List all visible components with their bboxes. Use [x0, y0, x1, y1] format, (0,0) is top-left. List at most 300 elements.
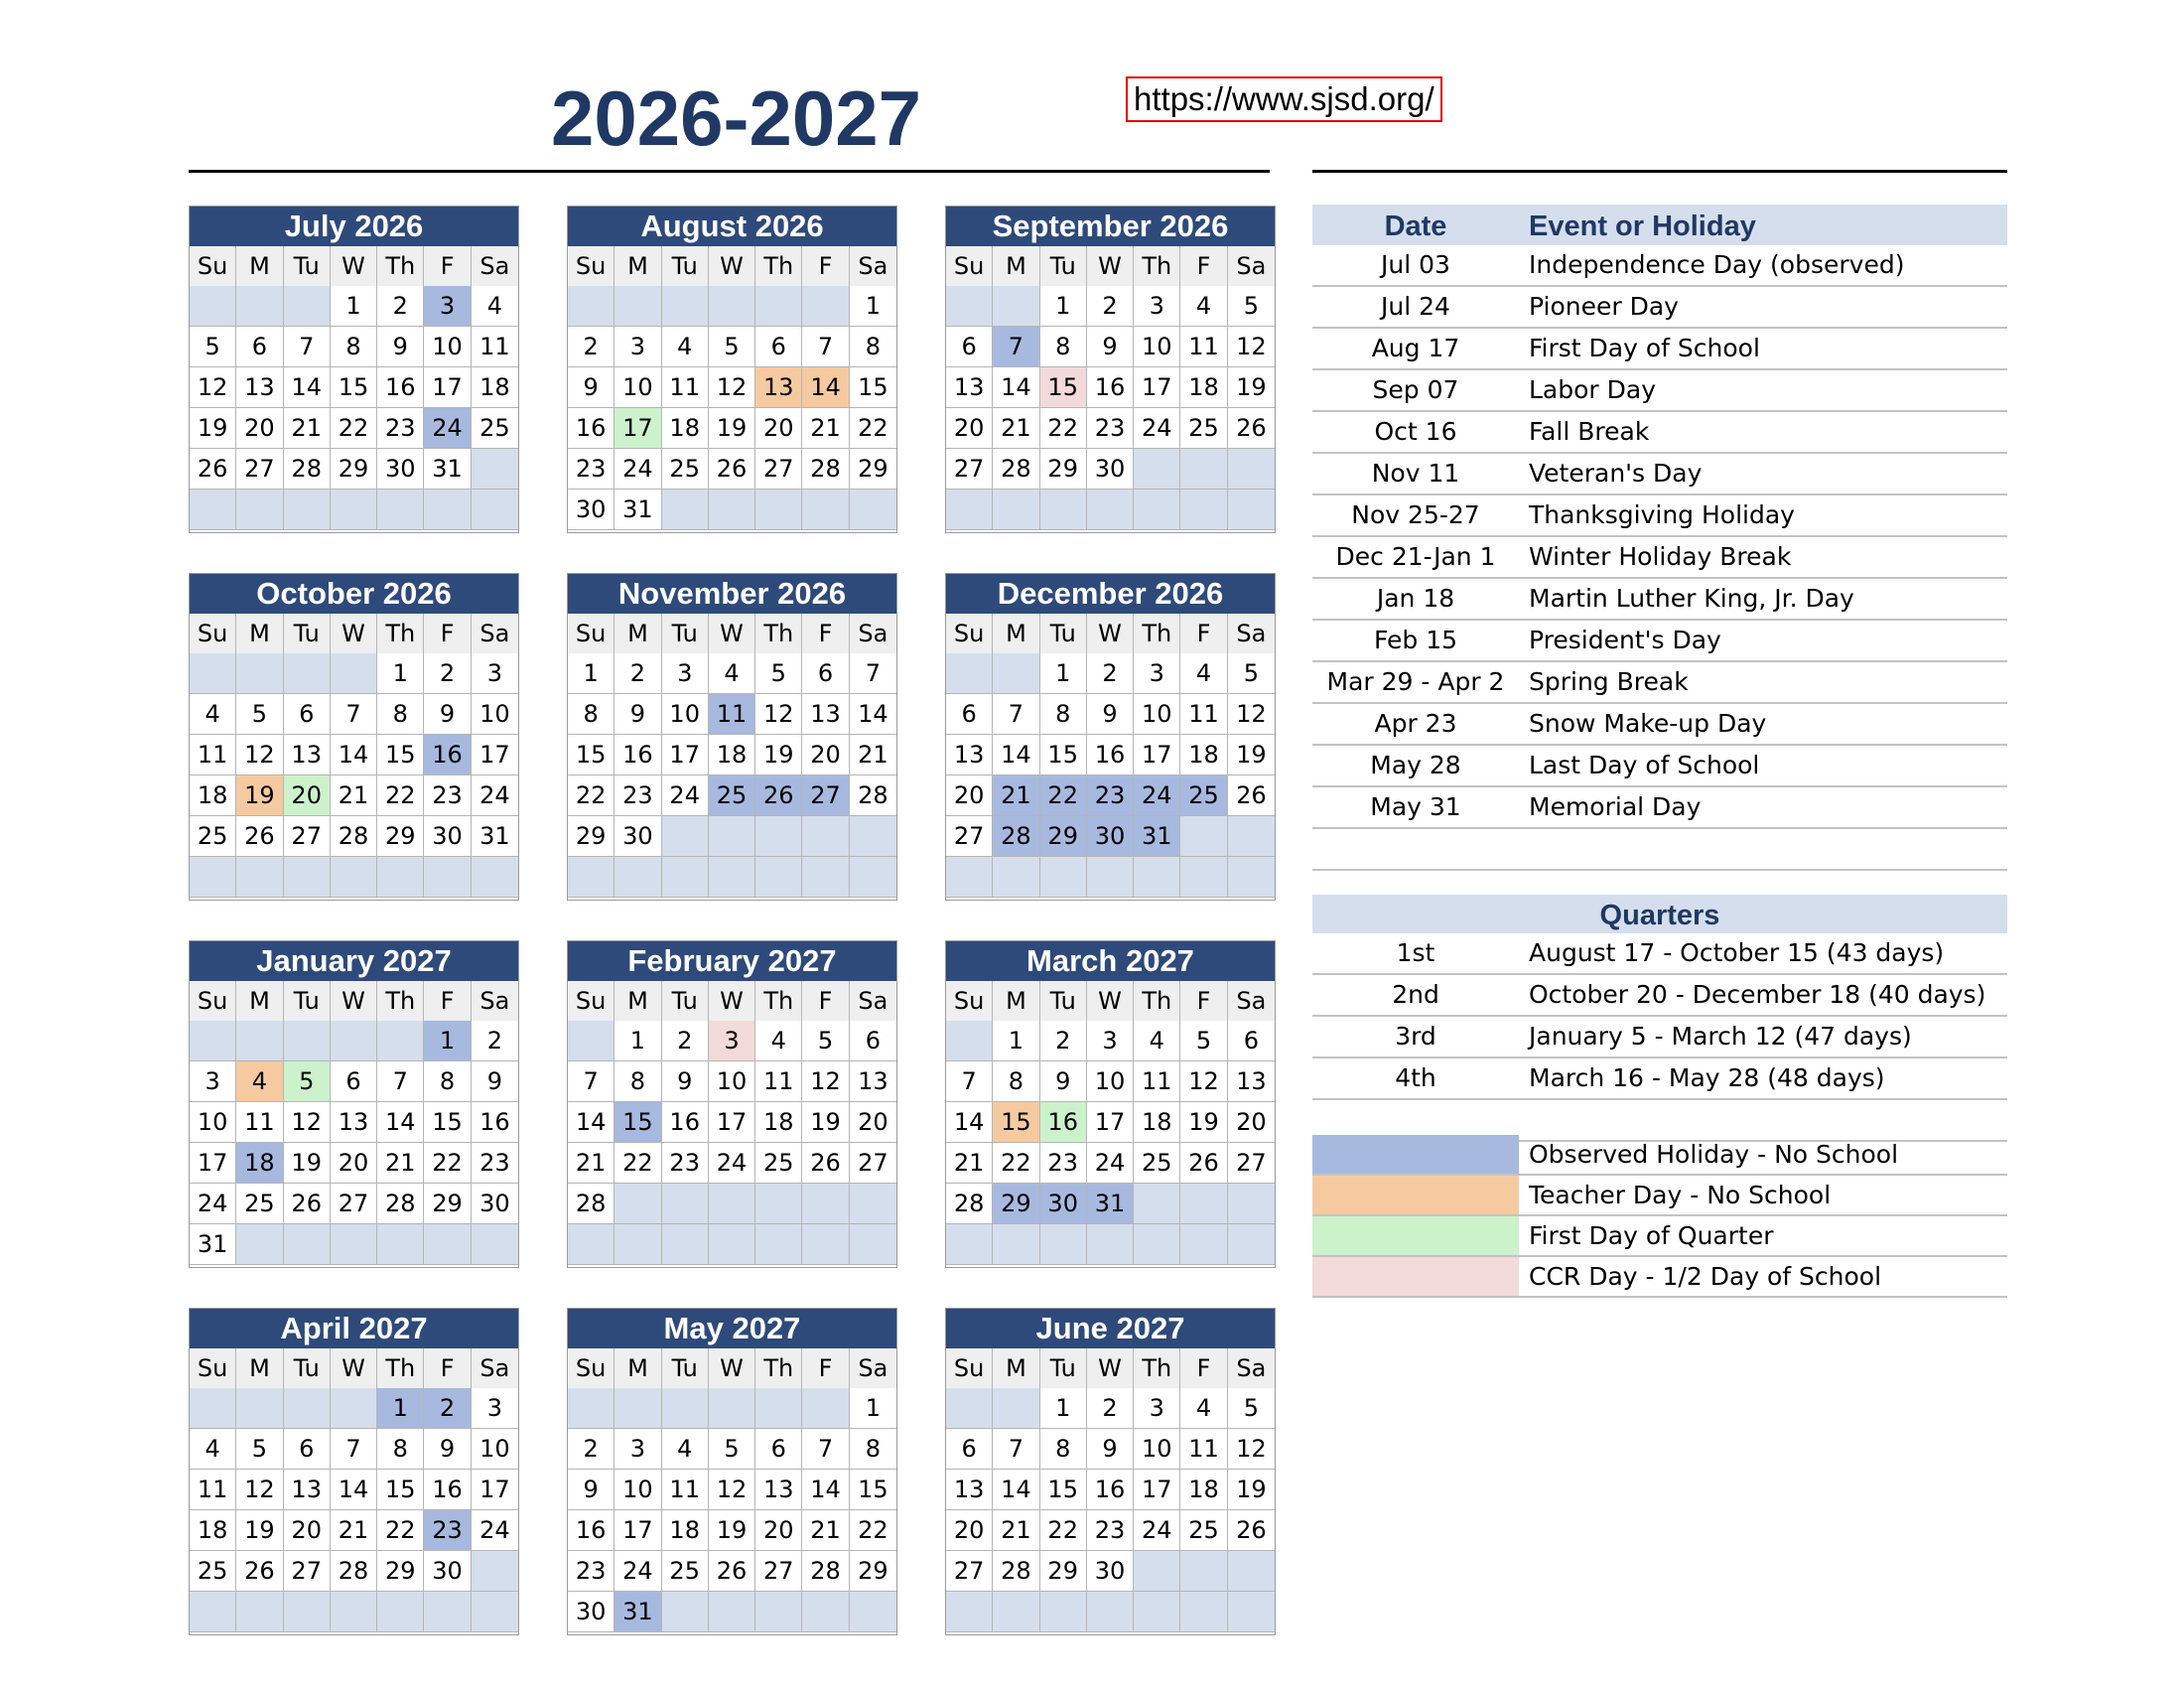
event-name: Martin Luther King, Jr. Day [1529, 584, 1854, 613]
empty-day-cell [1134, 449, 1180, 490]
day-cell: 8 [377, 1429, 424, 1470]
day-cell: 2 [1087, 1388, 1134, 1429]
weekday-label: Su [568, 246, 614, 287]
empty-day-cell [331, 653, 377, 694]
day-cell: 15 [377, 735, 424, 775]
day-cell: 6 [1228, 1021, 1275, 1061]
day-cell: 27 [946, 816, 993, 857]
empty-day-cell [755, 286, 802, 327]
day-cell: 3 [662, 653, 709, 694]
day-cell: 17 [472, 1470, 518, 1510]
day-cell: 8 [614, 1061, 661, 1102]
day-cell: 10 [614, 1470, 661, 1510]
day-cell: 13 [331, 1102, 377, 1143]
page-title: 2026-2027 [551, 74, 922, 162]
day-cell: 7 [377, 1061, 424, 1102]
day-cell: 13 [755, 1470, 802, 1510]
day-cell: 5 [284, 1061, 331, 1102]
day-cell: 1 [850, 286, 896, 327]
empty-day-cell [614, 286, 661, 327]
empty-day-cell [802, 1388, 849, 1429]
day-cell: 27 [1228, 1143, 1275, 1184]
empty-day-cell [236, 286, 283, 327]
empty-day-cell [472, 490, 518, 530]
empty-day-cell [662, 1224, 709, 1265]
weekday-label: W [1087, 246, 1134, 287]
month-title: July 2026 [190, 207, 518, 246]
day-cell: 15 [1040, 735, 1087, 775]
empty-day-cell [1040, 490, 1087, 530]
day-cell: 17 [1134, 367, 1180, 408]
day-cell: 17 [424, 367, 471, 408]
day-cell: 14 [946, 1102, 993, 1143]
day-cell: 13 [946, 367, 993, 408]
event-date: May 31 [1370, 792, 1461, 821]
day-cell: 28 [331, 1551, 377, 1592]
day-cell: 6 [331, 1061, 377, 1102]
weekday-label: F [424, 1348, 471, 1389]
empty-day-cell [1134, 857, 1180, 898]
quarter-row [1312, 1058, 2007, 1100]
quarter-range: January 5 - March 12 (47 days) [1529, 1022, 1912, 1051]
day-cell: 25 [1180, 1510, 1227, 1551]
event-row [1312, 579, 2007, 621]
weekday-label: Tu [662, 246, 709, 287]
day-cell: 20 [1228, 1102, 1275, 1143]
weekday-label: W [1087, 981, 1134, 1022]
day-cell: 5 [1228, 653, 1275, 694]
weekday-label: Th [755, 981, 802, 1022]
empty-day-cell [1180, 1551, 1227, 1592]
day-cell: 5 [1228, 286, 1275, 327]
event-date: May 28 [1370, 751, 1461, 779]
weekday-label: W [331, 246, 377, 287]
empty-day-cell [284, 286, 331, 327]
day-cell: 1 [424, 1021, 471, 1061]
empty-day-cell [1087, 490, 1134, 530]
day-cell: 10 [424, 327, 471, 367]
day-cell: 31 [424, 449, 471, 490]
day-grid [946, 653, 1275, 898]
day-cell: 12 [1228, 694, 1275, 735]
month-calendar [189, 206, 519, 533]
empty-day-cell [1180, 816, 1227, 857]
empty-day-cell [802, 1224, 849, 1265]
day-cell: 16 [424, 1470, 471, 1510]
day-cell: 26 [755, 775, 802, 816]
day-cell: 9 [614, 694, 661, 735]
event-date: Jul 03 [1381, 250, 1450, 279]
legend-row [1312, 1135, 2007, 1176]
weekday-label: Sa [472, 246, 518, 287]
weekday-header-row [190, 1348, 518, 1388]
weekday-label: W [331, 981, 377, 1022]
month-title: January 2027 [190, 941, 518, 981]
day-cell: 15 [1040, 367, 1087, 408]
day-cell: 8 [850, 1429, 896, 1470]
day-cell: 9 [377, 327, 424, 367]
empty-day-cell [1180, 490, 1227, 530]
empty-day-cell [472, 449, 518, 490]
empty-day-cell [1087, 1592, 1134, 1632]
empty-day-cell [850, 1224, 896, 1265]
day-cell: 17 [472, 735, 518, 775]
day-cell: 16 [472, 1102, 518, 1143]
weekday-label: F [802, 246, 849, 287]
empty-day-cell [755, 1592, 802, 1632]
quarter-row [1312, 1017, 2007, 1058]
day-cell: 24 [1134, 1510, 1180, 1551]
day-cell: 21 [284, 408, 331, 449]
empty-day-cell [993, 1224, 1039, 1265]
day-cell: 8 [568, 694, 614, 735]
day-cell: 18 [1180, 367, 1227, 408]
weekday-label: Su [190, 614, 236, 654]
day-cell: 24 [1087, 1143, 1134, 1184]
day-cell: 2 [568, 327, 614, 367]
day-cell: 3 [472, 653, 518, 694]
day-cell: 23 [424, 775, 471, 816]
empty-day-cell [802, 816, 849, 857]
day-cell: 4 [662, 327, 709, 367]
day-cell: 3 [1134, 286, 1180, 327]
day-cell: 24 [614, 449, 661, 490]
day-cell: 14 [993, 735, 1039, 775]
event-date: Nov 25-27 [1351, 500, 1480, 529]
empty-day-cell [614, 857, 661, 898]
empty-day-cell [236, 1224, 283, 1265]
day-cell: 15 [850, 367, 896, 408]
weekday-label: Su [568, 614, 614, 654]
day-cell: 14 [331, 735, 377, 775]
day-cell: 7 [284, 327, 331, 367]
day-cell: 13 [236, 367, 283, 408]
day-cell: 22 [568, 775, 614, 816]
weekday-header-row [568, 1348, 896, 1388]
empty-day-cell [1228, 1184, 1275, 1224]
empty-day-cell [472, 1224, 518, 1265]
month-title: April 2027 [190, 1309, 518, 1348]
day-cell: 11 [662, 1470, 709, 1510]
day-cell: 25 [472, 408, 518, 449]
day-cell: 31 [472, 816, 518, 857]
weekday-label: Th [377, 614, 424, 654]
month-title: February 2027 [568, 941, 896, 981]
day-cell: 5 [190, 327, 236, 367]
empty-day-cell [614, 1224, 661, 1265]
event-row [1312, 454, 2007, 495]
weekday-label: F [802, 1348, 849, 1389]
event-row [1312, 787, 2007, 829]
empty-day-cell [662, 286, 709, 327]
day-cell: 24 [614, 1551, 661, 1592]
legend-row [1312, 1176, 2007, 1216]
empty-day-cell [284, 490, 331, 530]
weekday-label: Sa [1228, 981, 1275, 1022]
empty-day-cell [472, 1551, 518, 1592]
event-name: President's Day [1529, 626, 1721, 654]
day-cell: 11 [236, 1102, 283, 1143]
day-cell: 15 [993, 1102, 1039, 1143]
day-cell: 2 [1087, 653, 1134, 694]
weekday-label: W [709, 981, 755, 1022]
month-title: May 2027 [568, 1309, 896, 1348]
day-cell: 6 [946, 327, 993, 367]
month-calendar [567, 1308, 897, 1635]
empty-day-cell [236, 653, 283, 694]
day-cell: 23 [1087, 775, 1134, 816]
weekday-header-row [568, 981, 896, 1021]
day-cell: 10 [1087, 1061, 1134, 1102]
day-cell: 14 [377, 1102, 424, 1143]
weekday-label: Sa [850, 1348, 896, 1389]
day-cell: 5 [1228, 1388, 1275, 1429]
day-cell: 9 [1087, 327, 1134, 367]
day-cell: 13 [802, 694, 849, 735]
day-cell: 28 [284, 449, 331, 490]
day-cell: 22 [424, 1143, 471, 1184]
day-cell: 16 [1087, 735, 1134, 775]
day-cell: 25 [662, 449, 709, 490]
day-cell: 31 [1087, 1184, 1134, 1224]
day-cell: 21 [331, 1510, 377, 1551]
day-cell: 31 [1134, 816, 1180, 857]
day-cell: 16 [1087, 367, 1134, 408]
day-cell: 1 [331, 286, 377, 327]
empty-day-cell [993, 286, 1039, 327]
weekday-label: Su [946, 246, 993, 287]
weekday-label: F [1180, 981, 1227, 1022]
day-cell: 30 [1040, 1184, 1087, 1224]
day-cell: 19 [236, 775, 283, 816]
day-cell: 19 [1228, 367, 1275, 408]
day-cell: 7 [993, 694, 1039, 735]
day-cell: 28 [993, 816, 1039, 857]
day-grid [568, 1388, 896, 1632]
day-grid [190, 653, 518, 898]
quarter-range: October 20 - December 18 (40 days) [1529, 980, 1986, 1009]
day-cell: 19 [1180, 1102, 1227, 1143]
day-cell: 19 [755, 735, 802, 775]
color-legend [1312, 1135, 2007, 1298]
day-cell: 27 [284, 1551, 331, 1592]
empty-day-cell [190, 653, 236, 694]
day-cell: 2 [377, 286, 424, 327]
day-cell: 16 [377, 367, 424, 408]
day-cell: 26 [1228, 408, 1275, 449]
empty-day-cell [1134, 1184, 1180, 1224]
day-cell: 15 [850, 1470, 896, 1510]
empty-day-cell [472, 1592, 518, 1632]
empty-day-cell [377, 490, 424, 530]
day-cell: 4 [1134, 1021, 1180, 1061]
weekday-label: W [1087, 1348, 1134, 1389]
weekday-label: Sa [472, 614, 518, 654]
month-title: October 2026 [190, 574, 518, 614]
empty-day-cell [802, 857, 849, 898]
empty-day-cell [709, 857, 755, 898]
day-cell: 3 [1134, 653, 1180, 694]
weekday-label: Tu [1040, 614, 1087, 654]
day-cell: 6 [946, 694, 993, 735]
empty-day-cell [1228, 857, 1275, 898]
day-cell: 4 [190, 1429, 236, 1470]
day-cell: 21 [850, 735, 896, 775]
weekday-header-row [568, 246, 896, 286]
event-name: Fall Break [1529, 417, 1650, 446]
weekday-label: Th [1134, 1348, 1180, 1389]
empty-day-cell [850, 1592, 896, 1632]
day-cell: 22 [1040, 408, 1087, 449]
day-cell: 22 [377, 775, 424, 816]
day-cell: 24 [709, 1143, 755, 1184]
empty-day-cell [190, 1021, 236, 1061]
website-link[interactable]: https://www.sjsd.org/ [1126, 76, 1442, 122]
day-cell: 31 [190, 1224, 236, 1265]
day-cell: 21 [568, 1143, 614, 1184]
empty-day-cell [284, 1021, 331, 1061]
day-cell: 1 [1040, 1388, 1087, 1429]
empty-day-cell [802, 286, 849, 327]
weekday-label: Th [1134, 614, 1180, 654]
day-cell: 27 [236, 449, 283, 490]
day-cell: 28 [946, 1184, 993, 1224]
day-cell: 28 [331, 816, 377, 857]
day-cell: 15 [377, 1470, 424, 1510]
day-cell: 29 [377, 816, 424, 857]
empty-day-cell [662, 857, 709, 898]
month-title: November 2026 [568, 574, 896, 614]
day-cell: 27 [802, 775, 849, 816]
day-cell: 25 [662, 1551, 709, 1592]
empty-day-cell [946, 286, 993, 327]
empty-day-cell [331, 1388, 377, 1429]
empty-day-cell [755, 1388, 802, 1429]
event-row [1312, 495, 2007, 537]
day-cell: 8 [1040, 694, 1087, 735]
empty-day-cell [709, 1184, 755, 1224]
weekday-label: Sa [472, 981, 518, 1022]
weekday-label: M [236, 614, 283, 654]
day-cell: 14 [568, 1102, 614, 1143]
day-cell: 25 [1180, 408, 1227, 449]
day-cell: 19 [284, 1143, 331, 1184]
day-cell: 14 [284, 367, 331, 408]
day-cell: 26 [236, 1551, 283, 1592]
weekday-label: Sa [472, 1348, 518, 1389]
day-cell: 18 [662, 1510, 709, 1551]
day-cell: 2 [614, 653, 661, 694]
day-cell: 3 [424, 286, 471, 327]
event-name: Veteran's Day [1529, 459, 1703, 488]
day-cell: 20 [946, 775, 993, 816]
day-cell: 12 [1228, 327, 1275, 367]
empty-day-cell [377, 1224, 424, 1265]
event-name: Memorial Day [1529, 792, 1702, 821]
day-cell: 4 [755, 1021, 802, 1061]
day-cell: 20 [946, 408, 993, 449]
empty-day-cell [1134, 490, 1180, 530]
day-cell: 25 [190, 1551, 236, 1592]
legend-row [1312, 1257, 2007, 1298]
empty-day-cell [568, 1021, 614, 1061]
empty-day-cell [236, 490, 283, 530]
day-cell: 6 [755, 1429, 802, 1470]
day-grid [190, 286, 518, 530]
weekday-label: Tu [1040, 1348, 1087, 1389]
day-cell: 3 [1087, 1021, 1134, 1061]
empty-day-cell [709, 286, 755, 327]
legend-swatch [1312, 1216, 1519, 1255]
weekday-label: M [993, 246, 1039, 287]
day-cell: 29 [331, 449, 377, 490]
day-cell: 29 [1040, 816, 1087, 857]
event-column-header: Event or Holiday [1529, 211, 1756, 242]
empty-day-cell [1228, 1592, 1275, 1632]
day-cell: 6 [284, 694, 331, 735]
day-cell: 10 [190, 1102, 236, 1143]
weekday-label: W [331, 1348, 377, 1389]
day-cell: 24 [190, 1184, 236, 1224]
weekday-label: M [236, 1348, 283, 1389]
day-cell: 12 [1180, 1061, 1227, 1102]
month-calendar [945, 573, 1276, 901]
day-cell: 12 [709, 1470, 755, 1510]
empty-day-cell [1180, 857, 1227, 898]
event-date: Oct 16 [1374, 417, 1457, 446]
weekday-label: Sa [850, 246, 896, 287]
weekday-label: Sa [1228, 1348, 1275, 1389]
day-cell: 1 [614, 1021, 661, 1061]
day-cell: 14 [993, 367, 1039, 408]
day-cell: 23 [1040, 1143, 1087, 1184]
day-cell: 25 [236, 1184, 283, 1224]
month-calendar [567, 206, 897, 533]
weekday-label: F [1180, 246, 1227, 287]
event-date: Mar 29 - Apr 2 [1326, 667, 1505, 696]
weekday-header-row [946, 981, 1275, 1021]
weekday-label: Su [190, 981, 236, 1022]
weekday-header-row [946, 1348, 1275, 1388]
day-cell: 14 [802, 1470, 849, 1510]
empty-day-cell [850, 857, 896, 898]
day-cell: 26 [802, 1143, 849, 1184]
day-cell: 14 [850, 694, 896, 735]
day-cell: 17 [1134, 1470, 1180, 1510]
day-cell: 1 [377, 1388, 424, 1429]
weekday-label: Tu [284, 246, 331, 287]
day-grid [946, 1388, 1275, 1632]
day-cell: 30 [424, 816, 471, 857]
day-cell: 19 [802, 1102, 849, 1143]
day-cell: 27 [946, 449, 993, 490]
weekday-label: M [614, 246, 661, 287]
empty-day-cell [993, 857, 1039, 898]
day-cell: 10 [472, 1429, 518, 1470]
day-cell: 19 [709, 1510, 755, 1551]
event-name: First Day of School [1529, 334, 1760, 362]
empty-day-cell [1040, 857, 1087, 898]
day-cell: 2 [662, 1021, 709, 1061]
empty-day-cell [1180, 449, 1227, 490]
empty-day-cell [1040, 1224, 1087, 1265]
day-cell: 13 [946, 1470, 993, 1510]
day-cell: 19 [709, 408, 755, 449]
day-cell: 13 [946, 735, 993, 775]
event-date: Dec 21-Jan 1 [1335, 542, 1496, 571]
day-cell: 5 [236, 694, 283, 735]
month-calendar [567, 573, 897, 901]
